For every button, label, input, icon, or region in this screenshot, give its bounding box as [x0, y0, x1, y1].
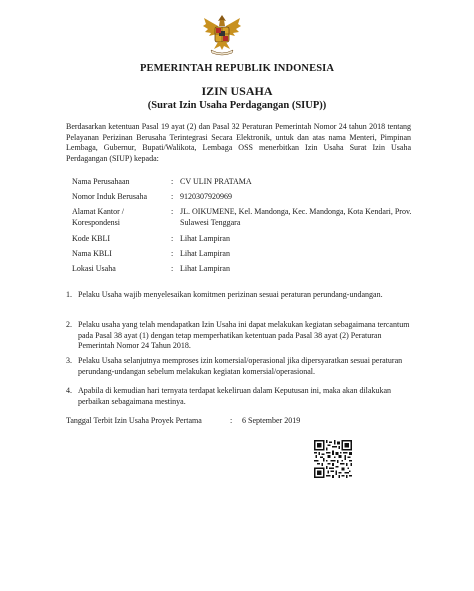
field-value: CV ULIN PRATAMA: [180, 177, 252, 186]
intro-paragraph: Berdasarkan ketentuan Pasal 19 ayat (2) dan Pasal 32 Peraturan Pemerintah Nomor 24 tahun 2018 tentang Pelayanan Perizinan Berusaha Terintegrasi Secara Elektronik, untuk dan atas nama Menteri, Pimpinan Lembaga, Gubernur, Bupati/Walikota, Lembaga OSS menerbitkan Izin Usaha Surat Izin Usaha Perdagangan (SIUP) kepada:: [66, 122, 411, 163]
qr-code-icon: [314, 440, 352, 478]
condition-text: Pelaku Usaha wajib menyelesaikan komitmen perizinan sesuai peraturan perundang-undangan.: [78, 290, 383, 299]
garuda-emblem-icon: [202, 12, 242, 56]
field-separator: :: [171, 264, 174, 273]
field-label: Nama KBLI: [72, 249, 112, 258]
condition-number: 4.: [66, 386, 72, 395]
field-separator: :: [171, 177, 174, 186]
field-label: Lokasi Usaha: [72, 264, 116, 273]
issue-date-value: 6 September 2019: [242, 416, 301, 425]
government-title: PEMERINTAH REPUBLIK INDONESIA: [139, 63, 335, 74]
field-separator: :: [171, 249, 174, 258]
issue-date-label: Tanggal Terbit Izin Usaha Proyek Pertama: [66, 416, 202, 425]
condition-number: 2.: [66, 320, 72, 329]
field-label: Nomor Induk Berusaha: [72, 192, 148, 201]
condition-number: 1.: [66, 290, 72, 299]
condition-text: Pelaku usaha yang telah mendapatkan Izin Usaha ini dapat melakukan kegiatan sebagaimana tercantum pada Pasal 38 ayat (1) dengan tetap memperhatikan ketentuan pada Pasal 38 ayat (2) Peraturan Pemerintah Nomor 24 Tahun 2018.: [78, 320, 410, 350]
field-separator: :: [171, 234, 174, 243]
field-value: Lihat Lampiran: [180, 264, 230, 273]
field-value: Lihat Lampiran: [180, 249, 230, 258]
field-label: Nama Perusahaan: [72, 177, 130, 186]
condition-text: Apabila di kemudian hari ternyata terdapat kekeliruan dalam Keputusan ini, maka akan dilakukan perbaikan sebagaimana mestinya.: [78, 386, 391, 406]
field-separator: :: [171, 207, 174, 216]
document-title: IZIN USAHA: [201, 84, 273, 98]
condition-text: Pelaku Usaha selanjutnya memproses izin komersial/operasional jika dipersyaratkan sesuai peraturan perundang-undangan sebelum melakukan kegiatan komersial/operasional.: [78, 356, 403, 376]
issue-date-separator: :: [230, 416, 233, 425]
field-label: Kode KBLI: [72, 234, 110, 243]
field-label: Alamat Kantor / Korespondensi: [72, 207, 124, 227]
field-separator: :: [171, 192, 174, 201]
condition-number: 3.: [66, 356, 72, 365]
field-value: 9120307920969: [180, 192, 232, 201]
document-subtitle: (Surat Izin Usaha Perdagangan (SIUP)): [147, 100, 327, 111]
field-value: JL. OIKUMENE, Kel. Mandonga, Kec. Mandonga, Kota Kendari, Prov. Sulawesi Tenggara: [180, 207, 412, 227]
field-value: Lihat Lampiran: [180, 234, 230, 243]
